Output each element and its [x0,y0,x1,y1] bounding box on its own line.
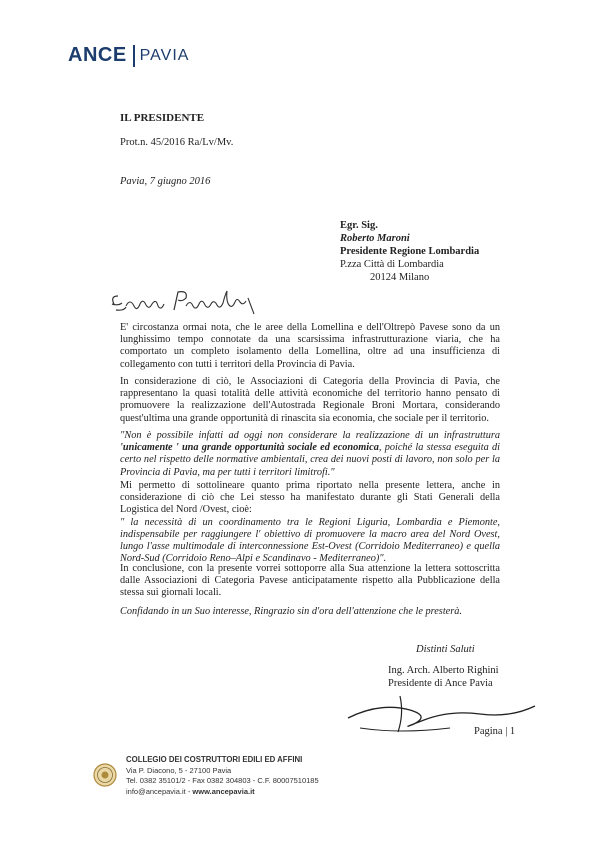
logo-ance-text: ANCE [68,44,127,66]
paragraph-4 [120,480,500,565]
footer-phones: Tel. 0382 35101/2 - Fax 0382 304803 - C.F. 80007510185 [126,776,319,786]
signer-role: Presidente di Ance Pavia [388,677,493,689]
collegio-seal-icon [93,763,117,787]
ance-pavia-logo [68,44,189,67]
paragraph-2: In considerazione di ciò, le Associazioni di Categoria della Provincia di Pavia, che rappresentano la quasi totalità delle attività economiche del territorio hanno pensato di promuovere la realizzazione dell'Autostrada Regionale Broni Mortara, considerando quest'ultima una grande opportunità di rinascita sia economia, che sociale per il territorio. [120,376,500,424]
recipient-street: P.zza Città di Lombardia [340,259,444,270]
closing-salutation: Distinti Saluti [416,644,475,655]
paragraph-3 [120,430,500,479]
paragraph-4-intro: Mi permetto di sottolineare quanto prima riportato nella presente lettera, anche in considerazione di ciò che Lei stesso ha manifestato durante gli Stati Generali della Logistica del Nord /Ovest, cioè: [120,480,500,516]
signer-block [388,665,499,690]
paragraph-3-start: "Non è possibile infatti ad oggi non considerare la realizzazione di un infrastruttura [120,430,500,441]
logo-pavia-text: PAVIA [139,46,190,64]
recipient-salutation: Egr. Sig. [340,220,378,231]
recipient-block [340,219,479,284]
paragraph-5: In conclusione, con la presente vorrei sottoporre alla Sua attenzione la lettera sottoscritta dalle Associazioni di Categoria Pavese anticipatamente rispetto alla Pubblicazione della stessa sui giornali locali. [120,563,500,599]
handwritten-greeting [108,284,268,320]
paragraph-1: E' circostanza ormai nota, che le aree della Lomellina e dell'Oltrepò Pavese sono da un lunghissimo tempo connotate da una scarsissima infrastrutturazione viaria, che ha comportato un completo isolamento della Lomellina, oltre ad una insufficienza di collegamento con tutti i territori della Provincia di Pavia. [120,322,500,370]
sender-title: IL PRESIDENTE [120,112,205,124]
footer-org: COLLEGIO DEI COSTRUTTORI EDILI ED AFFINI [126,755,303,764]
recipient-role: Presidente Regione Lombardia [340,246,480,257]
paragraph-6: Confidando in un Suo interesse, Ringrazio sin d'ora dell'attenzione che le presterà. [120,606,462,617]
signer-name: Ing. Arch. Alberto Righini [388,665,499,676]
footer-email[interactable]: info@ancepavia.it [126,786,186,796]
paragraph-4-quote: " la necessità di un coordinamento tra le Regioni Liguria, Lombardia e Piemonte, indispensabile per raggiungere l' obiettivo di promuovere la macro area del Nord Ovest, lungo l'asse multimodale di interconnessione Est-Ovest (Corridoio Mediterraneo) e quella Nord-Sud (Corridoio Reno–Alpi e Scandinavo - Mediterraneo)". [120,516,500,565]
recipient-city: 20124 Milano [370,272,430,283]
footer-address: Via P. Diacono, 5 - 27100 Pavia [126,765,232,775]
recipient-name: Roberto Maroni [340,233,410,244]
footer-web-line [126,787,319,798]
paragraph-3-end: , poiché la stessa eseguita di certo nel rispetto delle normative ambientali, crea dei nuovi posti di lavoro, non solo per la Provincia di Pavia, ma per tutti i territori limitrofi." [120,442,500,478]
footer-website[interactable]: www.ancepavia.it [192,786,255,796]
protocol-number: Prot.n. 45/2016 Ra/Lv/Mv. [120,137,234,148]
page-number: Pagina | 1 [474,726,516,737]
logo-divider [133,45,135,67]
place-date: Pavia, 7 giugno 2016 [120,176,211,187]
footer-separator: - [185,786,193,796]
paragraph-3-emphasis: 'unicamente ' una grande opportunità sociale ed economica [120,442,379,454]
footer-contact [126,755,319,797]
